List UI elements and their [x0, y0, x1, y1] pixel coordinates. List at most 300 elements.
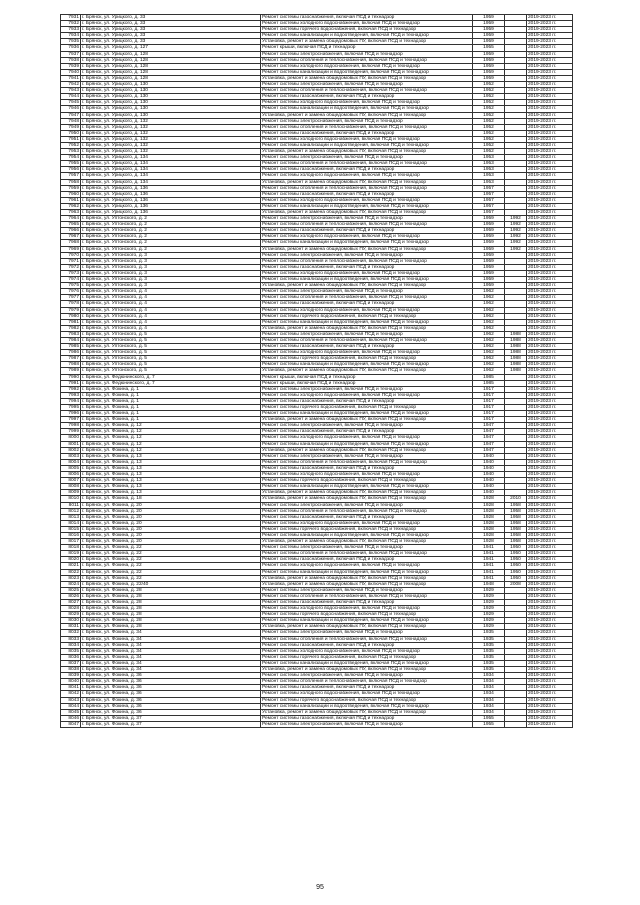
- period-cell: 2019-2023 гг.: [527, 75, 573, 81]
- built-year-cell: 1959: [473, 69, 505, 75]
- address-cell: г. Брянск, ул. Фокина, д. 22: [81, 557, 261, 563]
- address-cell: г. Брянск, ул. Фокина, д. 1: [81, 417, 261, 423]
- built-year-cell: 1941: [473, 575, 505, 581]
- work-type-cell: Ремонт системы отопления и теплоснабжения, включая ПСД и технадзор: [261, 508, 473, 514]
- built-year-cell: 1952: [473, 130, 505, 136]
- work-type-cell: Ремонт системы канализации и водоотведения, включая ПСД и технадзор: [261, 411, 473, 417]
- built-year-cell: 1940: [473, 490, 505, 496]
- address-cell: г. Брянск, ул. Уптонского, д. 4: [81, 307, 261, 313]
- work-type-cell: Ремонт системы канализации и водоотведения, включая ПСД и технадзор: [261, 240, 473, 246]
- built-year-cell: 1947: [473, 423, 505, 429]
- period-cell: 2019-2023 гг.: [527, 697, 573, 703]
- built-year-cell: 1959: [473, 21, 505, 27]
- address-cell: г. Брянск, ул. Фокина, д. 22: [81, 545, 261, 551]
- row-number: 8022: [61, 569, 81, 575]
- built-year-cell: 1959: [473, 63, 505, 69]
- address-cell: г. Брянск, ул. Фокина, д. 18: [81, 496, 261, 502]
- address-cell: г. Брянск, ул. Фокина, д. 34: [81, 642, 261, 648]
- address-cell: г. Брянск, ул. Урицкого, д. 134: [81, 173, 261, 179]
- row-number: 8024: [61, 581, 81, 587]
- period-cell: 2019-2023 гг.: [527, 57, 573, 63]
- built-year-cell: 1957: [473, 185, 505, 191]
- work-type-cell: Ремонт системы горячего водоснабжения, включая ПСД и технадзор: [261, 356, 473, 362]
- period-cell: 2019-2023 гг.: [527, 405, 573, 411]
- row-number: 7981: [61, 319, 81, 325]
- work-type-cell: Ремонт системы канализации и водоотведения, включая ПСД и технадзор: [261, 33, 473, 39]
- work-type-cell: Ремонт системы канализации и водоотведения, включая ПСД и технадзор: [261, 142, 473, 148]
- work-type-cell: Установка, ремонт и замена общедомовых ПУ, включая ПСД и технадзор: [261, 325, 473, 331]
- row-number: 8035: [61, 648, 81, 654]
- built-year-cell: 1935: [473, 636, 505, 642]
- period-cell: 2019-2023 гг.: [527, 484, 573, 490]
- period-cell: 2019-2023 гг.: [527, 216, 573, 222]
- row-number: 7932: [61, 21, 81, 27]
- built-year-cell: 1955: [473, 45, 505, 51]
- built-year-cell: 1935: [473, 630, 505, 636]
- row-number: 7948: [61, 118, 81, 124]
- row-number: 8023: [61, 575, 81, 581]
- period-cell: 2019-2023 гг.: [527, 600, 573, 606]
- built-year-cell: 1928: [473, 496, 505, 502]
- reconstruction-year-cell: 1992: [505, 240, 527, 246]
- built-year-cell: 1959: [473, 246, 505, 252]
- work-type-cell: Ремонт системы холодного водоснабжения, включая ПСД и технадзор: [261, 472, 473, 478]
- address-cell: г. Брянск, ул. Фокина, д. 22: [81, 563, 261, 569]
- work-type-cell: Ремонт системы газоснабжения, включая ПСД и технадзор: [261, 642, 473, 648]
- row-number: 8007: [61, 478, 81, 484]
- row-number: 8014: [61, 520, 81, 526]
- row-number: 7991: [61, 380, 81, 386]
- period-cell: 2019-2023 гг.: [527, 283, 573, 289]
- address-cell: г. Брянск, ул. Фокина, д. 20: [81, 508, 261, 514]
- reconstruction-year-cell: 1958: [505, 508, 527, 514]
- work-type-cell: Ремонт системы электроснабжения, включая ПСД и технадзор: [261, 386, 473, 392]
- address-cell: г. Брянск, ул. Уптонского, д. 5: [81, 331, 261, 337]
- address-cell: г. Брянск, ул. Урицкого, д. 130: [81, 94, 261, 100]
- row-number: 7999: [61, 429, 81, 435]
- work-type-cell: Ремонт системы газоснабжения, включая ПСД и технадзор: [261, 167, 473, 173]
- work-type-cell: Ремонт системы отопления и теплоснабжения, включая ПСД и технадзор: [261, 124, 473, 130]
- address-cell: г. Брянск, ул. Федюнинского, д. 7: [81, 380, 261, 386]
- work-type-cell: Установка, ремонт и замена общедомовых ПУ, включая ПСД и технадзор: [261, 667, 473, 673]
- period-cell: 2019-2023 гг.: [527, 545, 573, 551]
- address-cell: г. Брянск, ул. Урицкого, д. 132: [81, 130, 261, 136]
- period-cell: 2019-2023 гг.: [527, 423, 573, 429]
- period-cell: 2019-2023 гг.: [527, 429, 573, 435]
- row-number: 8039: [61, 673, 81, 679]
- row-number: 7968: [61, 240, 81, 246]
- row-number: 7942: [61, 82, 81, 88]
- work-type-cell: Установка, ремонт и замена общедомовых ПУ, включая ПСД и технадзор: [261, 417, 473, 423]
- work-type-cell: Ремонт системы отопления и теплоснабжения, включая ПСД и технадзор: [261, 222, 473, 228]
- built-year-cell: 1955: [473, 721, 505, 727]
- period-cell: 2019-2023 гг.: [527, 660, 573, 666]
- row-number: 8025: [61, 587, 81, 593]
- address-cell: г. Брянск, ул. Урицкого, д. 33: [81, 39, 261, 45]
- period-cell: 2019-2023 гг.: [527, 709, 573, 715]
- address-cell: г. Брянск, ул. Фокина, д. 20: [81, 532, 261, 538]
- work-type-cell: Ремонт системы электроснабжения, включая ПСД и технадзор: [261, 252, 473, 258]
- built-year-cell: 1952: [473, 106, 505, 112]
- built-year-cell: 1952: [473, 88, 505, 94]
- period-cell: 2019-2023 гг.: [527, 136, 573, 142]
- row-number: 8011: [61, 502, 81, 508]
- period-cell: 2019-2023 гг.: [527, 380, 573, 386]
- address-cell: г. Брянск, ул. Уптонского, д. 4: [81, 301, 261, 307]
- period-cell: 2019-2023 гг.: [527, 210, 573, 216]
- work-type-cell: Установка, ремонт и замена общедомовых ПУ, включая ПСД и технадзор: [261, 624, 473, 630]
- period-cell: 2019-2023 гг.: [527, 398, 573, 404]
- work-type-cell: Ремонт системы газоснабжения, включая ПСД и технадзор: [261, 514, 473, 520]
- built-year-cell: 1962: [473, 307, 505, 313]
- address-cell: г. Брянск, ул. Фокина, д. 22: [81, 551, 261, 557]
- address-cell: г. Брянск, ул. Урицкого, д. 33: [81, 27, 261, 33]
- period-cell: 2019-2023 гг.: [527, 502, 573, 508]
- period-cell: 2019-2023 гг.: [527, 301, 573, 307]
- row-number: 7989: [61, 368, 81, 374]
- period-cell: 2019-2023 гг.: [527, 307, 573, 313]
- address-cell: г. Брянск, ул. Уптонского, д. 3: [81, 264, 261, 270]
- work-type-cell: Ремонт крыши, включая ПСД и технадзор: [261, 374, 473, 380]
- built-year-cell: 1959: [473, 228, 505, 234]
- work-type-cell: Ремонт системы канализации и водоотведения, включая ПСД и технадзор: [261, 106, 473, 112]
- work-type-cell: Ремонт системы электроснабжения, включая ПСД и технадзор: [261, 721, 473, 727]
- address-cell: г. Брянск, ул. Урицкого, д. 136: [81, 203, 261, 209]
- period-cell: 2019-2023 гг.: [527, 526, 573, 532]
- reconstruction-year-cell: 1958: [505, 520, 527, 526]
- reconstruction-year-cell: 1988: [505, 356, 527, 362]
- row-number: 8017: [61, 539, 81, 545]
- period-cell: 2019-2023 гг.: [527, 142, 573, 148]
- work-type-cell: Установка, ремонт и замена общедомовых ПУ, включая ПСД и технадзор: [261, 368, 473, 374]
- built-year-cell: 1962: [473, 319, 505, 325]
- work-type-cell: Ремонт системы электроснабжения, включая ПСД и технадзор: [261, 453, 473, 459]
- period-cell: 2019-2023 гг.: [527, 264, 573, 270]
- address-cell: г. Брянск, ул. Уптонского, д. 4: [81, 319, 261, 325]
- period-cell: 2019-2023 гг.: [527, 392, 573, 398]
- address-cell: г. Брянск, ул. Урицкого, д. 130: [81, 106, 261, 112]
- period-cell: 2019-2023 гг.: [527, 386, 573, 392]
- period-cell: 2019-2023 гг.: [527, 277, 573, 283]
- work-type-cell: Ремонт системы канализации и водоотведения, включая ПСД и технадзор: [261, 362, 473, 368]
- period-cell: 2019-2023 гг.: [527, 593, 573, 599]
- built-year-cell: 1959: [473, 51, 505, 57]
- reconstruction-year-cell: 1992: [505, 228, 527, 234]
- address-cell: г. Брянск, ул. Фокина, д. 34: [81, 667, 261, 673]
- address-cell: г. Брянск, ул. Фокина, д. 36: [81, 679, 261, 685]
- period-cell: 2019-2023 гг.: [527, 88, 573, 94]
- built-year-cell: 1962: [473, 289, 505, 295]
- address-cell: г. Брянск, ул. Фокина, д. 20: [81, 520, 261, 526]
- period-cell: 2019-2023 гг.: [527, 703, 573, 709]
- built-year-cell: 1959: [473, 283, 505, 289]
- reconstruction-year-cell: 1958: [505, 532, 527, 538]
- row-number: 8040: [61, 679, 81, 685]
- built-year-cell: 1985: [473, 374, 505, 380]
- built-year-cell: 1935: [473, 667, 505, 673]
- address-cell: г. Брянск, ул. Уптонского, д. 2: [81, 240, 261, 246]
- period-cell: 2019-2023 гг.: [527, 51, 573, 57]
- work-type-cell: Ремонт системы электроснабжения, включая ПСД и технадзор: [261, 118, 473, 124]
- built-year-cell: 1959: [473, 75, 505, 81]
- work-type-cell: Ремонт системы холодного водоснабжения, включая ПСД и технадзор: [261, 234, 473, 240]
- address-cell: г. Брянск, ул. Фокина, д. 13: [81, 478, 261, 484]
- work-type-cell: Ремонт системы горячего водоснабжения, включая ПСД и технадзор: [261, 697, 473, 703]
- row-number: 8032: [61, 630, 81, 636]
- built-year-cell: 1955: [473, 715, 505, 721]
- reconstruction-year-cell: 1988: [505, 337, 527, 343]
- built-year-cell: 1952: [473, 94, 505, 100]
- row-number: 7933: [61, 27, 81, 33]
- address-cell: г. Брянск, ул. Урицкого, д. 33: [81, 15, 261, 21]
- period-cell: 2019-2023 гг.: [527, 465, 573, 471]
- built-year-cell: 1959: [473, 240, 505, 246]
- address-cell: г. Брянск, ул. Фокина, д. 36: [81, 685, 261, 691]
- work-type-cell: Установка, ремонт и замена общедомовых ПУ, включая ПСД и технадзор: [261, 575, 473, 581]
- period-cell: 2019-2023 гг.: [527, 112, 573, 118]
- row-number: 7945: [61, 100, 81, 106]
- period-cell: 2019-2023 гг.: [527, 173, 573, 179]
- built-year-cell: 1957: [473, 191, 505, 197]
- row-number: 8046: [61, 715, 81, 721]
- built-year-cell: 1928: [473, 539, 505, 545]
- period-cell: 2019-2023 гг.: [527, 118, 573, 124]
- work-type-cell: Ремонт системы холодного водоснабжения, включая ПСД и технадзор: [261, 270, 473, 276]
- table-row: [61, 721, 573, 727]
- row-number: 7954: [61, 155, 81, 161]
- built-year-cell: 1940: [473, 465, 505, 471]
- built-year-cell: 1959: [473, 39, 505, 45]
- period-cell: 2019-2023 гг.: [527, 240, 573, 246]
- period-cell: 2019-2023 гг.: [527, 295, 573, 301]
- row-number: 7940: [61, 69, 81, 75]
- address-cell: г. Брянск, ул. Урицкого, д. 136: [81, 197, 261, 203]
- period-cell: 2019-2023 гг.: [527, 514, 573, 520]
- period-cell: 2019-2023 гг.: [527, 685, 573, 691]
- period-cell: 2019-2023 гг.: [527, 563, 573, 569]
- row-number: 8019: [61, 551, 81, 557]
- row-number: 8037: [61, 660, 81, 666]
- work-type-cell: Ремонт системы электроснабжения, включая ПСД и технадзор: [261, 155, 473, 161]
- address-cell: г. Брянск, ул. Фокина, д. 28: [81, 593, 261, 599]
- work-type-cell: Ремонт системы электроснабжения, включая ПСД и технадзор: [261, 630, 473, 636]
- address-cell: г. Брянск, ул. Фокина, д. 37: [81, 715, 261, 721]
- work-type-cell: Установка, ремонт и замена общедомовых ПУ, включая ПСД и технадзор: [261, 496, 473, 502]
- row-number: 7931: [61, 15, 81, 21]
- period-cell: 2019-2023 гг.: [527, 82, 573, 88]
- built-year-cell: 1934: [473, 685, 505, 691]
- period-cell: 2019-2023 гг.: [527, 630, 573, 636]
- period-cell: 2019-2023 гг.: [527, 246, 573, 252]
- built-year-cell: 1952: [473, 142, 505, 148]
- row-number: 8016: [61, 532, 81, 538]
- address-cell: г. Брянск, ул. Фокина, д. 28: [81, 606, 261, 612]
- row-number: 7941: [61, 75, 81, 81]
- reconstruction-year-cell: 1958: [505, 539, 527, 545]
- row-number: 7955: [61, 161, 81, 167]
- work-type-cell: Установка, ремонт и замена общедомовых ПУ, включая ПСД и технадзор: [261, 246, 473, 252]
- reconstruction-year-cell: 1988: [505, 368, 527, 374]
- period-cell: 2019-2023 гг.: [527, 63, 573, 69]
- period-cell: 2019-2023 гг.: [527, 575, 573, 581]
- period-cell: 2019-2023 гг.: [527, 472, 573, 478]
- address-cell: г. Брянск, ул. Фокина, д. 22: [81, 569, 261, 575]
- reconstruction-year-cell: 1950: [505, 569, 527, 575]
- period-cell: 2019-2023 гг.: [527, 539, 573, 545]
- address-cell: г. Брянск, ул. Уптонского, д. 5: [81, 344, 261, 350]
- work-type-cell: Ремонт системы канализации и водоотведения, включая ПСД и технадзор: [261, 69, 473, 75]
- address-cell: г. Брянск, ул. Уптонского, д. 3: [81, 277, 261, 283]
- work-type-cell: Ремонт системы отопления и теплоснабжения, включая ПСД и технадзор: [261, 551, 473, 557]
- address-cell: г. Брянск, ул. Уптонского, д. 3: [81, 270, 261, 276]
- address-cell: г. Брянск, ул. Фокина, д. 13: [81, 465, 261, 471]
- built-year-cell: 1947: [473, 429, 505, 435]
- built-year-cell: 1928: [473, 532, 505, 538]
- work-type-cell: Установка, ремонт и замена общедомовых ПУ, включая ПСД и технадзор: [261, 149, 473, 155]
- row-number: 8005: [61, 465, 81, 471]
- address-cell: г. Брянск, ул. Урицкого, д. 136: [81, 191, 261, 197]
- work-type-cell: Ремонт системы канализации и водоотведения, включая ПСД и технадзор: [261, 441, 473, 447]
- address-cell: г. Брянск, ул. Уптонского, д. 3: [81, 258, 261, 264]
- period-cell: 2019-2023 гг.: [527, 21, 573, 27]
- row-number: 8010: [61, 496, 81, 502]
- row-number: 8031: [61, 624, 81, 630]
- built-year-cell: 1952: [473, 118, 505, 124]
- row-number: 7961: [61, 197, 81, 203]
- row-number: 7978: [61, 301, 81, 307]
- row-number: 8006: [61, 472, 81, 478]
- period-cell: 2019-2023 гг.: [527, 642, 573, 648]
- work-type-cell: Установка, ремонт и замена общедомовых ПУ, включая ПСД и технадзор: [261, 75, 473, 81]
- row-number: 8020: [61, 557, 81, 563]
- row-number: 8041: [61, 685, 81, 691]
- built-year-cell: 1928: [473, 508, 505, 514]
- work-type-cell: Ремонт системы горячего водоснабжения, включая ПСД и технадзор: [261, 478, 473, 484]
- period-cell: 2019-2023 гг.: [527, 130, 573, 136]
- work-type-cell: Установка, ремонт и замена общедомовых ПУ, включая ПСД и технадзор: [261, 39, 473, 45]
- built-year-cell: 1929: [473, 600, 505, 606]
- address-cell: г. Брянск, ул. Фокина, д. 28: [81, 612, 261, 618]
- period-cell: 2019-2023 гг.: [527, 612, 573, 618]
- row-number: 7985: [61, 344, 81, 350]
- built-year-cell: 1985: [473, 380, 505, 386]
- row-number: 7950: [61, 130, 81, 136]
- work-type-cell: Установка, ремонт и замена общедомовых ПУ, включая ПСД и технадзор: [261, 112, 473, 118]
- period-cell: 2019-2023 гг.: [527, 654, 573, 660]
- period-cell: 2019-2023 гг.: [527, 39, 573, 45]
- reconstruction-year-cell: 1958: [505, 502, 527, 508]
- work-type-cell: Ремонт системы холодного водоснабжения, включая ПСД и технадзор: [261, 350, 473, 356]
- row-number: 8044: [61, 703, 81, 709]
- built-year-cell: 1947: [473, 441, 505, 447]
- address-cell: г. Брянск, ул. Урицкого, д. 130: [81, 100, 261, 106]
- built-year-cell: 1940: [473, 484, 505, 490]
- built-year-cell: 1962: [473, 331, 505, 337]
- address-cell: г. Брянск, ул. Уптонского, д. 2: [81, 234, 261, 240]
- built-year-cell: 1935: [473, 654, 505, 660]
- period-cell: 2019-2023 гг.: [527, 411, 573, 417]
- period-cell: 2019-2023 гг.: [527, 490, 573, 496]
- address-cell: г. Брянск, ул. Урицкого, д. 130: [81, 82, 261, 88]
- period-cell: 2019-2023 гг.: [527, 496, 573, 502]
- built-year-cell: 1940: [473, 459, 505, 465]
- built-year-cell: 1959: [473, 222, 505, 228]
- reconstruction-year-cell: 1988: [505, 331, 527, 337]
- reconstruction-year-cell: 1958: [505, 526, 527, 532]
- built-year-cell: 1935: [473, 660, 505, 666]
- address-cell: г. Брянск, ул. Уптонского, д. 5: [81, 350, 261, 356]
- address-cell: г. Брянск, ул. Урицкого, д. 132: [81, 149, 261, 155]
- address-cell: г. Брянск, ул. Фокина, д. 13: [81, 453, 261, 459]
- period-cell: 2019-2023 гг.: [527, 581, 573, 587]
- address-cell: г. Брянск, ул. Фокина, д. 20: [81, 502, 261, 508]
- built-year-cell: 1947: [473, 435, 505, 441]
- period-cell: 2019-2023 гг.: [527, 362, 573, 368]
- reconstruction-year-cell: 1950: [505, 545, 527, 551]
- address-cell: г. Брянск, ул. Фокина, д. 1: [81, 398, 261, 404]
- row-number: 7992: [61, 386, 81, 392]
- built-year-cell: 1917: [473, 392, 505, 398]
- work-type-cell: Ремонт системы горячего водоснабжения, включая ПСД и технадзор: [261, 313, 473, 319]
- period-cell: 2019-2023 гг.: [527, 258, 573, 264]
- address-cell: г. Брянск, ул. Урицкого, д. 128: [81, 51, 261, 57]
- address-cell: г. Брянск, ул. Уптонского, д. 3: [81, 252, 261, 258]
- work-type-cell: Ремонт системы газоснабжения, включая ПСД и технадзор: [261, 715, 473, 721]
- address-cell: г. Брянск, ул. Федюнинского, д. 7: [81, 374, 261, 380]
- row-number: 8013: [61, 514, 81, 520]
- period-cell: 2019-2023 гг.: [527, 313, 573, 319]
- reconstruction-year-cell: 1950: [505, 551, 527, 557]
- period-cell: 2019-2023 гг.: [527, 520, 573, 526]
- built-year-cell: 1959: [473, 57, 505, 63]
- work-type-cell: Ремонт системы газоснабжения, включая ПСД и технадзор: [261, 130, 473, 136]
- work-type-cell: Ремонт системы газоснабжения, включая ПСД и технадзор: [261, 344, 473, 350]
- address-cell: г. Брянск, ул. Фокина, д. 20: [81, 514, 261, 520]
- work-type-cell: Ремонт крыши, включая ПСД и технадзор: [261, 380, 473, 386]
- address-cell: г. Брянск, ул. Фокина, д. 12: [81, 423, 261, 429]
- built-year-cell: 1935: [473, 642, 505, 648]
- period-cell: 2019-2023 гг.: [527, 106, 573, 112]
- row-number: 7938: [61, 57, 81, 63]
- address-cell: г. Брянск, ул. Фокина, д. 1: [81, 411, 261, 417]
- address-cell: г. Брянск, ул. Фокина, д. 12: [81, 435, 261, 441]
- period-cell: 2019-2023 гг.: [527, 252, 573, 258]
- work-type-cell: Ремонт системы холодного водоснабжения, включая ПСД и технадзор: [261, 63, 473, 69]
- address-cell: г. Брянск, ул. Урицкого, д. 136: [81, 210, 261, 216]
- work-type-cell: Ремонт системы электроснабжения, включая ПСД и технадзор: [261, 423, 473, 429]
- work-type-cell: Ремонт системы холодного водоснабжения, включая ПСД и технадзор: [261, 563, 473, 569]
- work-type-cell: Ремонт системы электроснабжения, включая ПСД и технадзор: [261, 289, 473, 295]
- period-cell: 2019-2023 гг.: [527, 100, 573, 106]
- built-year-cell: 1917: [473, 405, 505, 411]
- built-year-cell: 1959: [473, 15, 505, 21]
- page-number: 95: [316, 884, 324, 891]
- row-number: 7944: [61, 94, 81, 100]
- work-type-cell: Ремонт системы горячего водоснабжения, включая ПСД и технадзор: [261, 526, 473, 532]
- row-number: 7975: [61, 283, 81, 289]
- built-year-cell: 1917: [473, 417, 505, 423]
- address-cell: г. Брянск, ул. Урицкого, д. 128: [81, 69, 261, 75]
- period-cell: 2019-2023 гг.: [527, 222, 573, 228]
- table-body: [61, 15, 573, 728]
- address-cell: г. Брянск, ул. Урицкого, д. 134: [81, 161, 261, 167]
- built-year-cell: 1929: [473, 618, 505, 624]
- reconstruction-year-cell: 2008: [505, 581, 527, 587]
- work-type-cell: Ремонт системы электроснабжения, включая ПСД и технадзор: [261, 587, 473, 593]
- address-cell: г. Брянск, ул. Фокина, д. 13: [81, 484, 261, 490]
- built-year-cell: 1929: [473, 587, 505, 593]
- period-cell: 2019-2023 гг.: [527, 569, 573, 575]
